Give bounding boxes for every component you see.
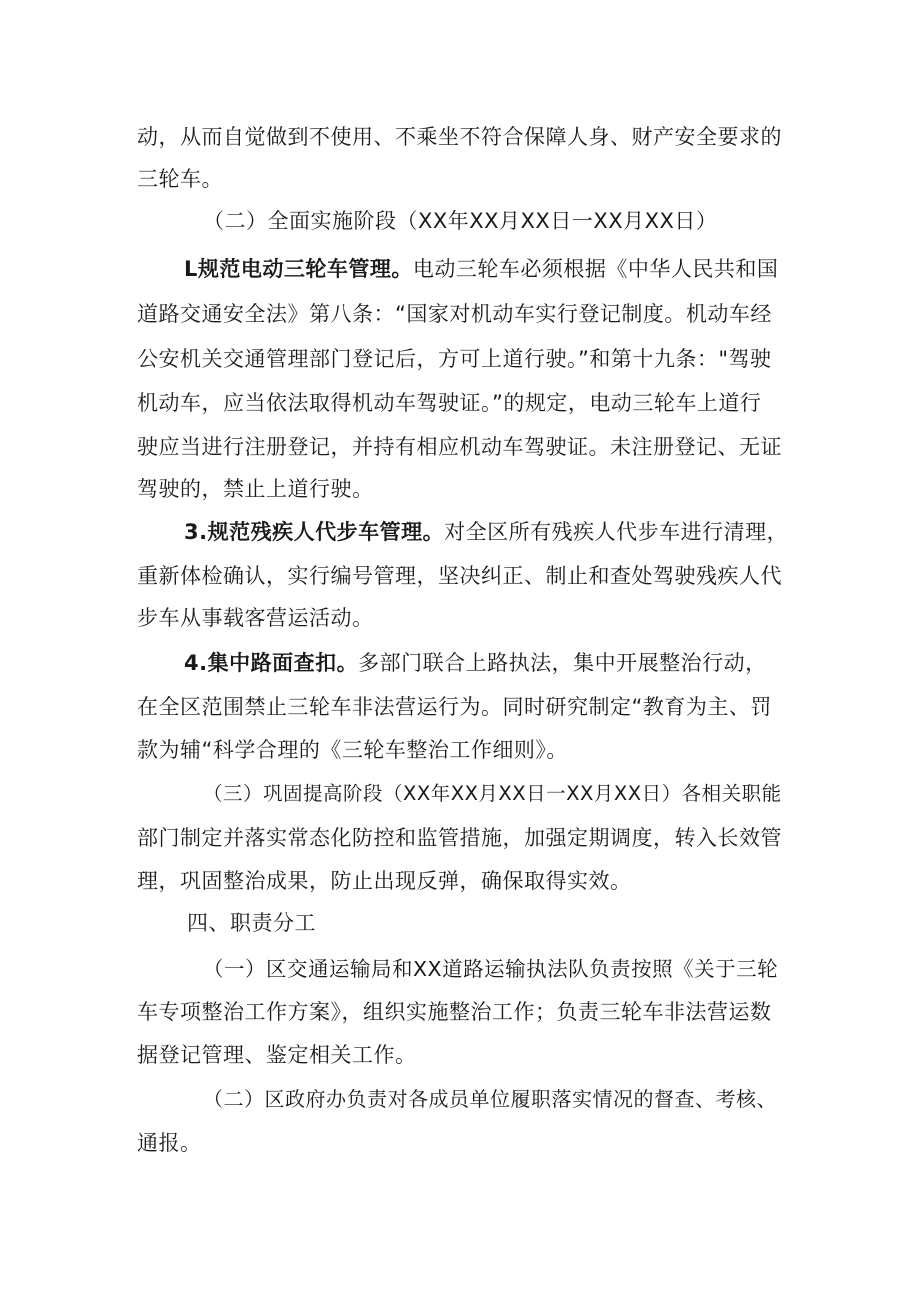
paragraph-line: 公安机关交通管理部门登记后，方可上道行驶。”和第十九条："驾驶: [137, 347, 772, 371]
section-heading: （二）全面实施阶段（XX年XX月XX日一XX月XX日）: [203, 209, 718, 233]
paragraph-line: 驶应当进行注册登记，并持有相应机动车驾驶证。未注册登记、无证: [137, 435, 782, 459]
paragraph-line: 款为辅“科学合理的《三轮车整治工作细则》。: [137, 738, 568, 762]
paragraph-line: 步车从事载客营运活动。: [137, 606, 374, 630]
paragraph-line: 在全区范围禁止三轮车非法营运行为。同时研究制定“教育为主、罚: [137, 695, 772, 719]
paragraph-line: 车专项整治工作方案》，组织实施整治工作；负责三轮车非法营运数: [137, 1000, 772, 1024]
paragraph-line: 重新体检确认，实行编号管理，坚决纠正、制止和查处驾驶残疾人代: [137, 564, 782, 588]
paragraph-line: 驾驶的，禁止上道行驶。: [137, 477, 374, 501]
paragraph-line: （三）巩固提高阶段（XX年XX月XX日一XX月XX日）各相关职能: [203, 782, 782, 805]
item-heading: L规范电动三轮车管理。: [184, 257, 413, 281]
paragraph-line: 机动车，应当依法取得机动车驾驶证。”的规定，电动三轮车上道行: [137, 391, 762, 415]
paragraph-line: 部门制定并落实常态化防控和监管措施，加强定期调度，转入长效管: [137, 826, 782, 850]
section-heading: 四、职责分工: [187, 911, 316, 935]
item-heading: 3.规范残疾人代步车管理。: [184, 520, 445, 544]
paragraph-line: 3.规范残疾人代步车管理。对全区所有残疾人代步车进行清理，: [184, 520, 789, 544]
paragraph-line: 通报。: [137, 1131, 202, 1155]
paragraph-line: 道路交通安全法》第八条：“国家对机动车实行登记制度。机动车经: [137, 302, 772, 326]
paragraph-line: 三轮车。: [137, 167, 223, 191]
item-heading: 4.集中路面查扣。: [184, 651, 359, 675]
paragraph-line: （二）区政府办负责对各成员单位履职落实情况的督查、考核、: [203, 1087, 777, 1111]
paragraph-line: 动，从而自觉做到不使用、不乘坐不符合保障人身、财产安全要求的: [137, 125, 782, 149]
paragraph-line: 理，巩固整治成果，防止出现反弹，确保取得实效。: [137, 869, 632, 893]
paragraph-line: 4.集中路面查扣。多部门联合上路执法，集中开展整治行动，: [184, 651, 767, 675]
paragraph-line: 据登记管理、鉴定相关工作。: [137, 1043, 417, 1067]
paragraph-line: L规范电动三轮车管理。电动三轮车必须根据《中华人民共和国: [184, 257, 779, 281]
paragraph-line: （一）区交通运输局和XX道路运输执法队负责按照《关于三轮: [203, 957, 779, 981]
